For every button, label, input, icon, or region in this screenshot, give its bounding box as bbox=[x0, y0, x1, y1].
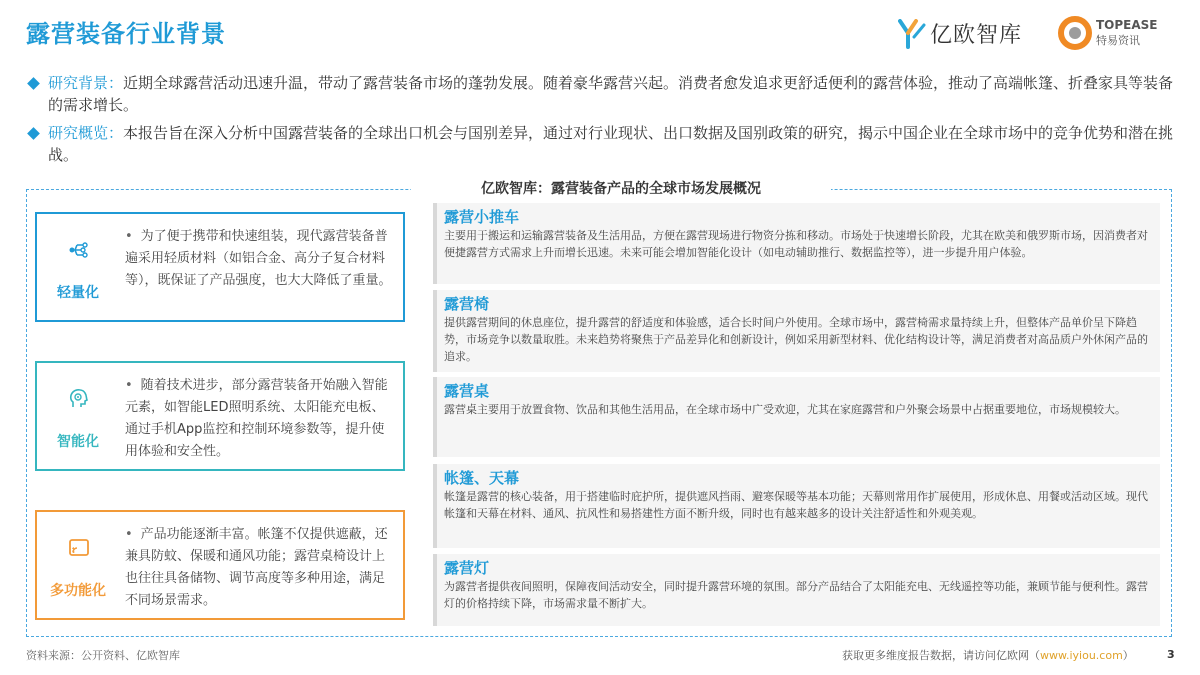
product-desc: 为露营者提供夜间照明，保障夜间活动安全，同时提升露营环境的氛围。部分产品结合了太阳能充电、无线遥控等功能，兼顾节能与便利性。露营灯的价格持续下降，市场需求量不断扩大。 bbox=[444, 580, 1148, 610]
topease-logo-cn: 特易资讯 bbox=[1096, 34, 1140, 47]
product-desc: 提供露营期间的休息座位，提升露营的舒适度和体验感，适合长时间户外使用。全球市场中，露营椅需求量持续上升，但整体产品单价呈下降趋势，市场竞争以数量取胜。未来趋势将聚焦于产品差异化和创新设计，例如采用新型材料、优化结构设计等，满足消费者对高品质户外休闲产品的追求。 bbox=[444, 316, 1148, 363]
topease-logo-en: TOPEASE bbox=[1096, 18, 1158, 32]
feature-lightweight: 轻量化 • 为了便于携带和快速组装，现代露营装备普遍采用轻质材料（如铝合金、高分子复合材料等），既保证了产品强度，也大大降低了重量。 bbox=[35, 212, 405, 322]
feature-label: 多功能化 bbox=[50, 583, 106, 599]
product-desc: 主要用于搬运和运输露营装备及生活用品，方便在露营现场进行物资分拣和移动。市场处于快速增长阶段，尤其在欧美和俄罗斯市场，因消费者对便捷露营方式需求上升而增长迅速。未来可能会增加智能化设计（如电动辅助推行、数据监控等），进一步提升用户体验。 bbox=[444, 229, 1148, 259]
feature-smart: 智能化 • 随着技术进步，部分露营装备开始融入智能元素，如智能LED照明系统、太阳能充电板、通过手机App监控和控制环境参数等，提升使用体验和安全性。 bbox=[35, 361, 405, 471]
footer-link[interactable]: www.iyiou.com bbox=[1040, 649, 1123, 662]
product-title: 露营椅 bbox=[444, 295, 490, 313]
bullet-label: 研究概览： bbox=[48, 124, 124, 142]
intro-bullets bbox=[26, 72, 1176, 172]
product-title: 露营小推车 bbox=[444, 208, 520, 226]
feature-text: 产品功能逐渐丰富。帐篷不仅提供遮蔽，还兼具防蚊、保暖和通风功能；露营桌椅设计上也往往具备储物、调节高度等多种用途，满足不同场景需求。 bbox=[125, 527, 388, 608]
feature-text: 为了便于携带和快速组装，现代露营装备普遍采用轻质材料（如铝合金、高分子复合材料等），既保证了产品强度，也大大降低了重量。 bbox=[125, 229, 392, 288]
smart-brain-icon bbox=[67, 387, 91, 411]
footer-cta bbox=[842, 647, 1134, 663]
product-desc: 露营桌主要用于放置食物、饮品和其他生活用品，在全球市场中广受欢迎，尤其在家庭露营和户外聚会场景中占据重要地位，市场规模较大。 bbox=[444, 403, 1126, 416]
feature-multifunction: 多功能化 • 产品功能逐渐丰富。帐篷不仅提供遮蔽，还兼具防蚊、保暖和通风功能；露营桌椅设计上也往往具备储物、调节高度等多种用途，满足不同场景需求。 bbox=[35, 510, 405, 620]
panel-title: 亿欧智库：露营装备产品的全球市场发展概况 bbox=[411, 178, 831, 200]
product-lamp bbox=[433, 554, 1160, 626]
product-tent bbox=[433, 464, 1160, 548]
product-table bbox=[433, 377, 1160, 457]
product-cart bbox=[433, 203, 1160, 284]
yiou-logo-text: 亿欧智库 bbox=[930, 23, 1023, 48]
bullet-text: 本报告旨在深入分析中国露营装备的全球出口机会与国别差异，通过对行业现状、出口数据及国别政策的研究，揭示中国企业在全球市场中的竞争优势和潜在挑战。 bbox=[48, 124, 1174, 164]
product-title: 帐篷、天幕 bbox=[444, 469, 520, 487]
topease-logo bbox=[1058, 16, 1158, 50]
footer-cta-close: ） bbox=[1122, 649, 1134, 662]
topease-logo-icon bbox=[1058, 16, 1092, 50]
diamond-bullet-icon bbox=[27, 77, 40, 90]
page-number: 3 bbox=[1167, 648, 1175, 661]
bullet-label: 研究背景： bbox=[48, 74, 124, 92]
product-chair bbox=[433, 290, 1160, 372]
product-title: 露营灯 bbox=[444, 559, 490, 577]
product-desc: 帐篷是露营的核心装备，用于搭建临时庇护所，提供遮风挡雨、避寒保暖等基本功能；天幕则常用作扩展使用，形成休息、用餐或活动区域。现代帐篷和天幕在材料、通风、抗风性和易搭建性方面不断升级，同时也有越来越多的设计关注舒适性和外观美观。 bbox=[444, 490, 1148, 520]
diamond-bullet-icon bbox=[27, 127, 40, 140]
source-note: 资料来源：公开资料、亿欧智库 bbox=[26, 649, 180, 662]
product-title: 露营桌 bbox=[444, 382, 490, 400]
page-title: 露营装备行业背景 bbox=[26, 20, 226, 48]
feature-text: 随着技术进步，部分露营装备开始融入智能元素，如智能LED照明系统、太阳能充电板、通过手机App监控和控制环境参数等，提升使用体验和安全性。 bbox=[125, 378, 388, 459]
yiou-logo bbox=[898, 18, 1022, 49]
feature-label: 轻量化 bbox=[57, 285, 99, 301]
bullet-overview bbox=[26, 122, 1176, 166]
footer-cta-text: 获取更多维度报告数据，请访问亿欧网（ bbox=[842, 649, 1040, 662]
feature-label: 智能化 bbox=[57, 434, 99, 450]
bullet-background bbox=[26, 72, 1176, 116]
yiou-logo-icon bbox=[898, 19, 926, 49]
multifunction-icon bbox=[67, 536, 91, 560]
bullet-text: 近期全球露营活动迅速升温，带动了露营装备市场的蓬勃发展。随着豪华露营兴起。消费者愈发追求更舒适便利的露营体验，推动了高端帐篷、折叠家具等装备的需求增长。 bbox=[48, 74, 1174, 114]
lightweight-icon bbox=[67, 238, 91, 262]
